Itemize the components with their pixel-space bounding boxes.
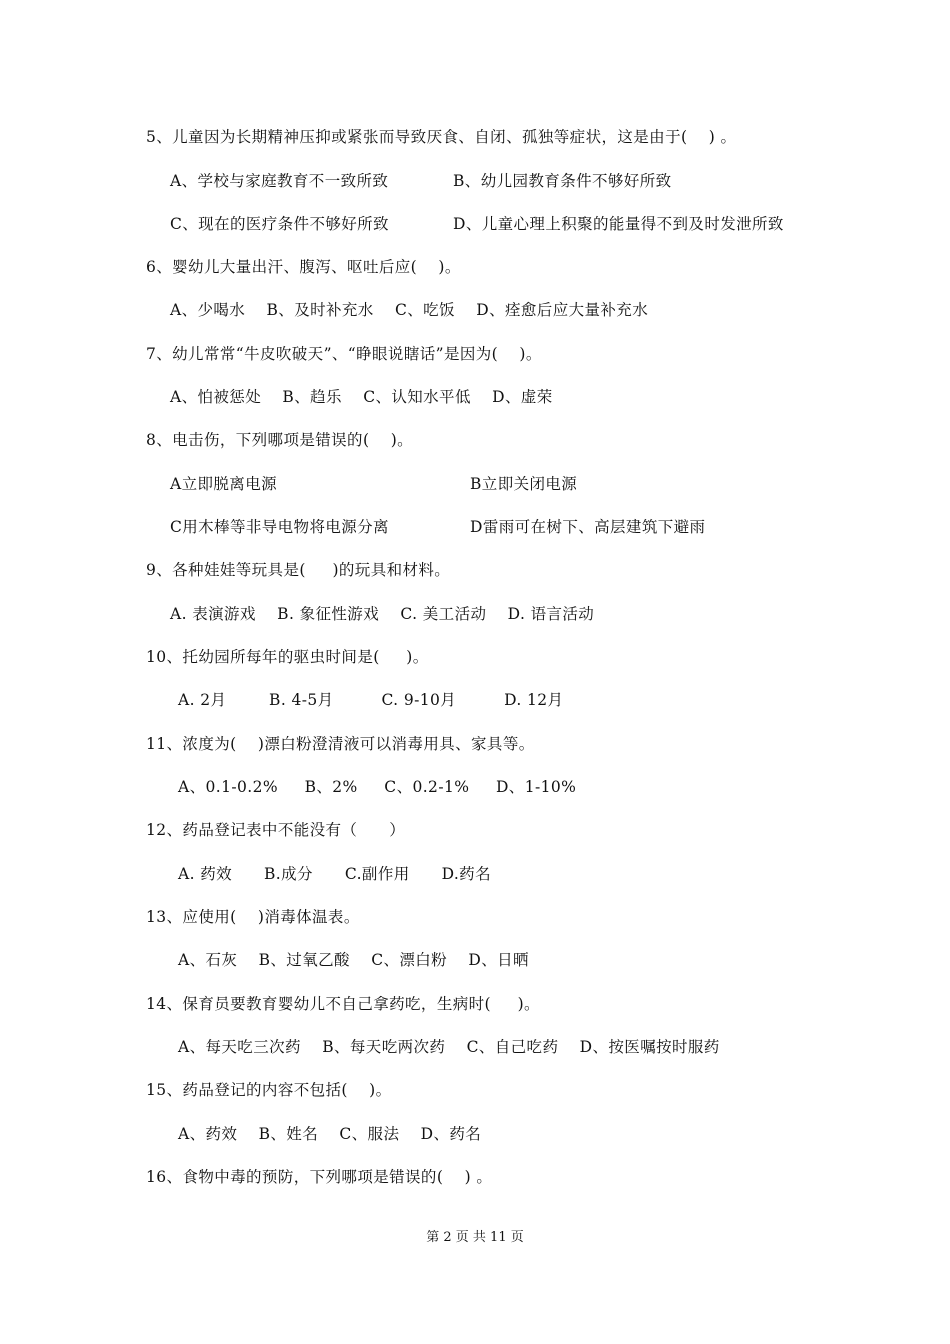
- question-14-options: A、每天吃三次药 B、每天吃两次药 C、自己吃药 D、按医嘱按时服药: [178, 1038, 720, 1056]
- question-8-option-c: C用木棒等非导电物将电源分离: [170, 518, 389, 536]
- question-15-stem: 15、药品登记的内容不包括( )。: [146, 1081, 392, 1099]
- question-5-option-d: D、儿童心理上积聚的能量得不到及时发泄所致: [453, 215, 784, 233]
- question-11-options: A、0.1-0.2% B、2% C、0.2-1% D、1-10%: [178, 778, 577, 796]
- question-6-options: A、少喝水 B、及时补充水 C、吃饭 D、痊愈后应大量补充水: [170, 301, 649, 319]
- question-9-options: A. 表演游戏 B. 象征性游戏 C. 美工活动 D. 语言活动: [170, 605, 595, 623]
- question-11-stem: 11、浓度为( )漂白粉澄清液可以消毒用具、家具等。: [146, 735, 535, 753]
- question-7-stem: 7、幼儿常常“牛皮吹破天”、“睁眼说瞎话”是因为( )。: [146, 345, 542, 363]
- question-12-stem: 12、药品登记表中不能没有（ ）: [146, 821, 406, 839]
- question-5-option-a: A、学校与家庭教育不一致所致: [170, 172, 389, 190]
- question-15-options: A、药效 B、姓名 C、服法 D、药名: [178, 1125, 482, 1143]
- question-5-option-b: B、幼儿园教育条件不够好所致: [453, 172, 672, 190]
- question-9-stem: 9、各种娃娃等玩具是( )的玩具和材料。: [146, 561, 451, 579]
- question-5-option-c: C、现在的医疗条件不够好所致: [170, 215, 389, 233]
- question-13-stem: 13、应使用( )消毒体温表。: [146, 908, 360, 926]
- question-10-stem: 10、托幼园所每年的驱虫时间是( )。: [146, 648, 429, 666]
- question-8-option-a: A立即脱离电源: [170, 475, 277, 493]
- question-16-stem: 16、食物中毒的预防，下列哪项是错误的( ) 。: [146, 1168, 493, 1186]
- question-8-stem: 8、电击伤，下列哪项是错误的( )。: [146, 431, 414, 449]
- question-5-stem: 5、儿童因为长期精神压抑或紧张而导致厌食、自闭、孤独等症状，这是由于( ) 。: [146, 128, 737, 146]
- question-8-option-b: B立即关闭电源: [470, 475, 578, 493]
- question-14-stem: 14、保育员要教育婴幼儿不自己拿药吃，生病时( )。: [146, 995, 540, 1013]
- question-7-options: A、怕被惩处 B、趋乐 C、认知水平低 D、虚荣: [170, 388, 553, 406]
- question-12-options: A. 药效 B.成分 C.副作用 D.药名: [178, 865, 491, 883]
- question-13-options: A、石灰 B、过氧乙酸 C、漂白粉 D、日晒: [178, 951, 529, 969]
- page-number-footer: 第 2 页 共 11 页: [426, 1230, 524, 1245]
- question-8-option-d: D雷雨可在树下、高层建筑下避雨: [470, 518, 706, 536]
- question-10-options: A. 2月 B. 4-5月 C. 9-10月 D. 12月: [178, 691, 564, 709]
- question-6-stem: 6、婴幼儿大量出汗、腹泻、呕吐后应( )。: [146, 258, 461, 276]
